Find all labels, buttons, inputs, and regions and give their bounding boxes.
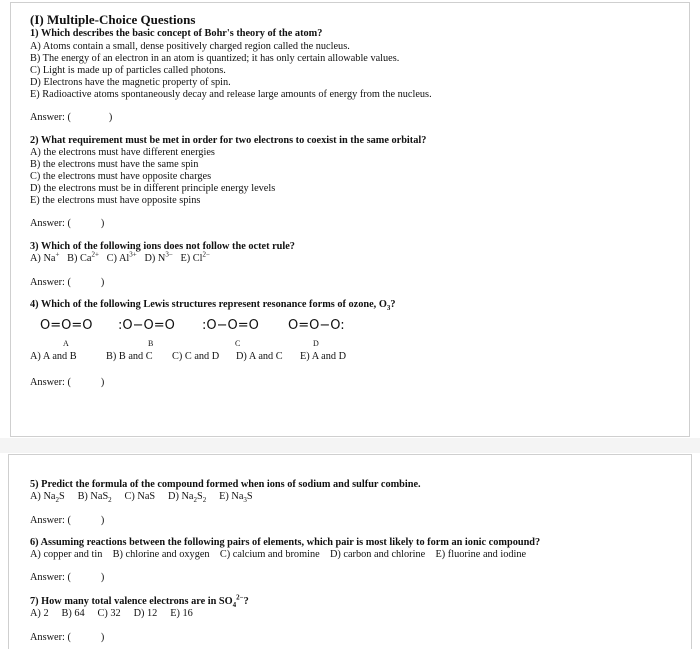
q1-option-b: B) The energy of an electron in an atom is quantized; it has only certain allowable values. [30, 53, 400, 64]
q6-answer[interactable]: Answer: ( ) [30, 572, 105, 583]
q5-stem: 5) Predict the formula of the compound formed when ions of sodium and sulfur combine. [30, 479, 421, 490]
structure-label-b: B [148, 339, 154, 348]
q6-stem: 6) Assuming reactions between the following pairs of elements, which pair is most likely to form an ionic compound? [30, 537, 541, 548]
q2-answer[interactable]: Answer: ( ) [30, 218, 105, 229]
q4-option-b: B) B and C [106, 351, 153, 362]
q7-answer[interactable]: Answer: ( ) [30, 632, 105, 643]
q4-stem: 4) Which of the following Lewis structures represent resonance forms of ozone, $O_3$? [30, 299, 396, 313]
q3-stem: 3) Which of the following ions does not follow the octet rule? [30, 241, 295, 252]
section-title: (I) Multiple-Choice Questions [30, 12, 196, 27]
structure-label-c: C [235, 339, 241, 348]
q7-options: A) 2 B) 64 C) 32 D) 12 E) 16 [30, 608, 193, 619]
q2-option-d: D) the electrons must be in different principle energy levels [30, 183, 276, 194]
q3-options: A) Na+ B) $Ca^{2+}$ C) $Al^{3+}$ D) $N^{3-}$ E) $Cl^{2-}$ [30, 250, 210, 264]
q1-answer[interactable]: Answer: ( ) [30, 112, 113, 123]
q1-option-e: E) Radioactive atoms spontaneously decay and release large amounts of energy from the nucleus. [30, 89, 432, 100]
q5-answer[interactable]: Answer: ( ) [30, 515, 105, 526]
q4-option-c: C) C and D [172, 351, 220, 362]
q2-option-a: A) the electrons must have different energies [30, 147, 215, 158]
lewis-structure-a: O=O=O [40, 318, 93, 333]
q2-option-c: C) the electrons must have opposite charges [30, 171, 212, 182]
q1-stem: 1) Which describes the basic concept of Bohr's theory of the atom? [30, 28, 323, 39]
structure-label-d: D [313, 339, 319, 348]
q1-option-d: D) Electrons have the magnetic property of spin. [30, 77, 231, 88]
lewis-structure-d: O=O−O: [288, 318, 345, 333]
q2-stem: 2) What requirement must be met in order for two electrons to coexist in the same orbital? [30, 135, 427, 146]
q4-option-a: A) A and B [30, 351, 77, 362]
q3-answer[interactable]: Answer: ( ) [30, 277, 105, 288]
q2-option-b: B) the electrons must have the same spin [30, 159, 199, 170]
q1-option-a: A) Atoms contain a small, dense positively charged region called the nucleus. [30, 41, 350, 52]
q2-option-e: E) the electrons must have opposite spins [30, 195, 201, 206]
q6-options: A) copper and tin B) chlorine and oxygen C) calcium and bromine D) carbon and chlorine E) fluorine and iodine [30, 549, 527, 560]
q1-option-c: C) Light is made up of particles called photons. [30, 65, 226, 76]
page-gap [0, 438, 700, 453]
lewis-structure-b: :O−O=O [118, 318, 175, 333]
q5-options: A) $Na_2S$ B) NaS$_2$ C) NaS D) $Na_2S_2$ E) $Na_3S$ [30, 491, 253, 505]
q4-option-d: D) A and C [236, 351, 283, 362]
q4-answer[interactable]: Answer: ( ) [30, 377, 105, 388]
q7-stem: 7) How many total valence electrons are in $SO_4^{2-}$? [30, 593, 249, 610]
structure-label-a: A [63, 339, 69, 348]
lewis-structure-c: :O−O=O [202, 318, 259, 333]
q4-option-e: E) A and D [300, 351, 347, 362]
